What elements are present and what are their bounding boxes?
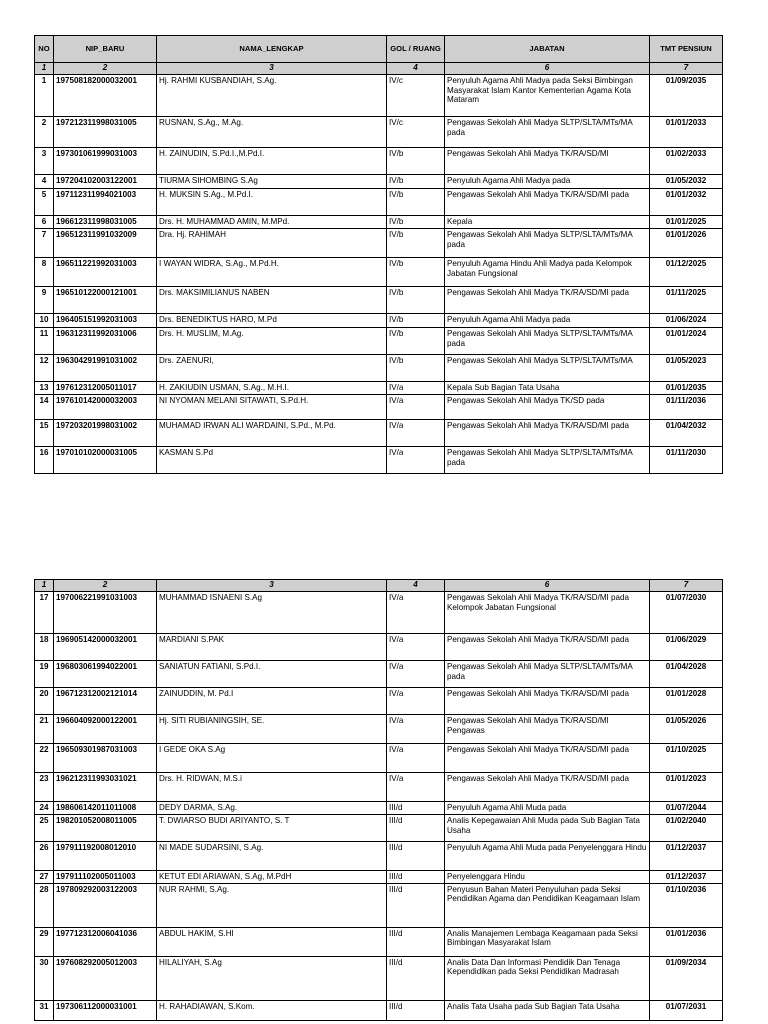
- cell-no: 23: [35, 773, 54, 802]
- table-row: [35, 382, 723, 395]
- colnum-4: 4: [387, 63, 445, 75]
- cell-tmt: 01/05/2026: [650, 715, 723, 744]
- colnum-6: 6: [445, 63, 650, 75]
- header-nama: NAMA_LENGKAP: [157, 36, 387, 63]
- table-header-row: [35, 36, 723, 63]
- cell-gol: III/d: [387, 842, 445, 871]
- cell-tmt: 01/01/2035: [650, 382, 723, 395]
- cell-tmt: 01/06/2029: [650, 634, 723, 661]
- cell-nip: 196212311993031021: [54, 773, 157, 802]
- colnum-2: 2: [54, 580, 157, 592]
- cell-jabatan: Penyelenggara Hindu: [445, 871, 650, 884]
- cell-nama: Drs. H. MUHAMMAD AMIN, M.MPd.: [157, 216, 387, 229]
- cell-nip: 197608292005012003: [54, 956, 157, 1000]
- table-row: [35, 258, 723, 287]
- cell-jabatan: Pengawas Sekolah Ahli Madya TK/RA/SD/MI Pengawas: [445, 715, 650, 744]
- cell-nama: Drs. H. MUSLIM, M.Ag.: [157, 328, 387, 355]
- column-number-row: [35, 63, 723, 75]
- table-row: [35, 815, 723, 842]
- cell-tmt: 01/07/2031: [650, 1000, 723, 1020]
- cell-jabatan: Pengawas Sekolah Ahli Madya TK/RA/SD/MI pada Kelompok Jabatan Fungsional: [445, 592, 650, 634]
- cell-jabatan: Kepala Sub Bagian Tata Usaha: [445, 382, 650, 395]
- colnum-7: 7: [650, 63, 723, 75]
- cell-nama: DEDY DARMA, S.Ag.: [157, 802, 387, 815]
- table-row: [35, 314, 723, 328]
- table-row: [35, 883, 723, 927]
- cell-no: 9: [35, 287, 54, 314]
- cell-gol: III/d: [387, 1000, 445, 1020]
- cell-no: 5: [35, 189, 54, 216]
- cell-nip: 197911192008012010: [54, 842, 157, 871]
- cell-tmt: 01/11/2036: [650, 395, 723, 420]
- cell-gol: IV/b: [387, 229, 445, 258]
- table-row: [35, 175, 723, 189]
- cell-no: 11: [35, 328, 54, 355]
- cell-nama: ZAINUDDIN, M. Pd.I: [157, 688, 387, 715]
- cell-nama: I GEDE OKA S.Ag: [157, 744, 387, 773]
- cell-tmt: 01/11/2030: [650, 447, 723, 474]
- table-row: [35, 395, 723, 420]
- cell-nama: NI NYOMAN MELANI SITAWATI, S.Pd.H.: [157, 395, 387, 420]
- cell-gol: IV/b: [387, 314, 445, 328]
- cell-gol: IV/a: [387, 634, 445, 661]
- cell-nip: 197006221991031003: [54, 592, 157, 634]
- cell-gol: III/d: [387, 927, 445, 956]
- cell-no: 15: [35, 420, 54, 447]
- cell-nip: 196512311991032009: [54, 229, 157, 258]
- cell-nama: Drs. H. RIDWAN, M.S.i: [157, 773, 387, 802]
- employee-table-1: [34, 35, 723, 474]
- cell-nama: TIURMA SIHOMBING S.Ag: [157, 175, 387, 189]
- cell-tmt: 01/05/2032: [650, 175, 723, 189]
- cell-nama: I WAYAN WIDRA, S.Ag., M.Pd.H.: [157, 258, 387, 287]
- cell-jabatan: Analis Manajemen Lembaga Keagamaan pada Seksi Bimbingan Masyarakat Islam: [445, 927, 650, 956]
- cell-no: 27: [35, 871, 54, 884]
- cell-tmt: 01/01/2024: [650, 328, 723, 355]
- cell-gol: IV/b: [387, 216, 445, 229]
- cell-gol: IV/a: [387, 661, 445, 688]
- cell-jabatan: Pengawas Sekolah Ahli Madya TK/RA/SD/MI: [445, 148, 650, 175]
- cell-no: 10: [35, 314, 54, 328]
- cell-no: 1: [35, 75, 54, 117]
- table-row: [35, 229, 723, 258]
- cell-jabatan: Pengawas Sekolah Ahli Madya SLTP/SLTA/MTs/MA: [445, 355, 650, 382]
- table-row: [35, 117, 723, 148]
- cell-nip: 196511221992031003: [54, 258, 157, 287]
- table-row: [35, 420, 723, 447]
- cell-tmt: 01/01/2025: [650, 216, 723, 229]
- table-row: [35, 688, 723, 715]
- cell-nip: 197203201998031002: [54, 420, 157, 447]
- header-gol: GOL / RUANG: [387, 36, 445, 63]
- cell-jabatan: Analis Tata Usaha pada Sub Bagian Tata Usaha: [445, 1000, 650, 1020]
- cell-gol: IV/a: [387, 744, 445, 773]
- colnum-3: 3: [157, 63, 387, 75]
- cell-gol: IV/a: [387, 395, 445, 420]
- cell-jabatan: Pengawas Sekolah Ahli Madya TK/RA/SD/MI pada: [445, 773, 650, 802]
- cell-jabatan: Penyuluh Agama Ahli Madya pada: [445, 175, 650, 189]
- cell-jabatan: Penyusun Bahan Materi Penyuluhan pada Seksi Pendidikan Agama dan Pendidikan Keagamaan Islam: [445, 883, 650, 927]
- cell-jabatan: Pengawas Sekolah Ahli Madya TK/RA/SD/MI pada: [445, 420, 650, 447]
- cell-no: 18: [35, 634, 54, 661]
- cell-nama: KASMAN S.Pd: [157, 447, 387, 474]
- table-row: [35, 592, 723, 634]
- colnum-4: 4: [387, 580, 445, 592]
- header-jabatan: JABATAN: [445, 36, 650, 63]
- header-nip: NIP_BARU: [54, 36, 157, 63]
- cell-nip: 196405151992031003: [54, 314, 157, 328]
- cell-nip: 196803061994022001: [54, 661, 157, 688]
- cell-gol: IV/a: [387, 592, 445, 634]
- table-row: [35, 744, 723, 773]
- table-row: [35, 75, 723, 117]
- table-row: [35, 802, 723, 815]
- colnum-2: 2: [54, 63, 157, 75]
- cell-tmt: 01/10/2036: [650, 883, 723, 927]
- cell-jabatan: Pengawas Sekolah Ahli Madya SLTP/SLTA/MTs/MA pada: [445, 117, 650, 148]
- cell-gol: III/d: [387, 815, 445, 842]
- cell-nama: Drs. MAKSIMILIANUS NABEN: [157, 287, 387, 314]
- cell-gol: IV/b: [387, 258, 445, 287]
- cell-no: 13: [35, 382, 54, 395]
- cell-jabatan: Analis Data Dan Informasi Pendidik Dan Tenaga Kependidikan pada Seksi Pendidikan Madrasah: [445, 956, 650, 1000]
- cell-tmt: 01/11/2025: [650, 287, 723, 314]
- colnum-1: 1: [35, 580, 54, 592]
- table-row: [35, 148, 723, 175]
- cell-nama: KETUT EDI ARIAWAN, S.Ag, M.PdH: [157, 871, 387, 884]
- cell-nama: T. DWIARSO BUDI ARIYANTO, S. T: [157, 815, 387, 842]
- table-2-body: [35, 592, 723, 1021]
- cell-nama: Drs. BENEDIKTUS HARO, M.Pd: [157, 314, 387, 328]
- cell-nama: RUSNAN, S.Ag., M.Ag.: [157, 117, 387, 148]
- cell-tmt: 01/01/2036: [650, 927, 723, 956]
- cell-gol: IV/c: [387, 75, 445, 117]
- cell-tmt: 01/09/2035: [650, 75, 723, 117]
- table-row: [35, 715, 723, 744]
- cell-nip: 197612312005011017: [54, 382, 157, 395]
- cell-tmt: 01/01/2026: [650, 229, 723, 258]
- cell-gol: IV/b: [387, 287, 445, 314]
- colnum-7: 7: [650, 580, 723, 592]
- cell-jabatan: Penyuluh Agama Ahli Madya pada: [445, 314, 650, 328]
- cell-jabatan: Penyuluh Agama Ahli Muda pada Penyelenggara Hindu: [445, 842, 650, 871]
- cell-nip: 198201052008011005: [54, 815, 157, 842]
- cell-jabatan: Pengawas Sekolah Ahli Madya SLTP/SLTA/MTs/MA pada: [445, 328, 650, 355]
- table-row: [35, 447, 723, 474]
- cell-nip: 196712312002121014: [54, 688, 157, 715]
- cell-tmt: 01/07/2044: [650, 802, 723, 815]
- cell-jabatan: Analis Kepegawaian Ahli Muda pada Sub Bagian Tata Usaha: [445, 815, 650, 842]
- cell-nama: Drs. ZAENURI,: [157, 355, 387, 382]
- table-row: [35, 871, 723, 884]
- cell-no: 8: [35, 258, 54, 287]
- cell-no: 21: [35, 715, 54, 744]
- cell-gol: III/d: [387, 871, 445, 884]
- cell-nip: 198606142011011008: [54, 802, 157, 815]
- table-row: [35, 634, 723, 661]
- cell-nama: MUHAMAD IRWAN ALI WARDAINI, S.Pd., M.Pd.: [157, 420, 387, 447]
- cell-nama: SANIATUN FATIANI, S.Pd.I.: [157, 661, 387, 688]
- cell-no: 20: [35, 688, 54, 715]
- cell-tmt: 01/06/2024: [650, 314, 723, 328]
- cell-nama: Hj. RAHMI KUSBANDIAH, S.Ag.: [157, 75, 387, 117]
- cell-jabatan: Penyuluh Agama Ahli Muda pada: [445, 802, 650, 815]
- cell-nip: 197306112000031001: [54, 1000, 157, 1020]
- cell-nip: 196312311992031006: [54, 328, 157, 355]
- table-row: [35, 355, 723, 382]
- cell-jabatan: Pengawas Sekolah Ahli Madya TK/RA/SD/MI pada: [445, 287, 650, 314]
- cell-gol: IV/c: [387, 117, 445, 148]
- column-number-row: [35, 580, 723, 592]
- cell-nama: H. RAHADIAWAN, S.Kom.: [157, 1000, 387, 1020]
- cell-nip: 197212311998031005: [54, 117, 157, 148]
- cell-tmt: 01/12/2037: [650, 871, 723, 884]
- cell-no: 22: [35, 744, 54, 773]
- cell-tmt: 01/12/2025: [650, 258, 723, 287]
- cell-nip: 196304291991031002: [54, 355, 157, 382]
- cell-nama: MARDIANI S.PAK: [157, 634, 387, 661]
- cell-jabatan: Pengawas Sekolah Ahli Madya SLTP/SLTA/MTs/MA pada: [445, 447, 650, 474]
- employee-table-2: [34, 579, 723, 1021]
- cell-gol: IV/a: [387, 382, 445, 395]
- cell-tmt: 01/12/2037: [650, 842, 723, 871]
- table-row: [35, 773, 723, 802]
- cell-no: 6: [35, 216, 54, 229]
- cell-no: 28: [35, 883, 54, 927]
- cell-tmt: 01/04/2028: [650, 661, 723, 688]
- cell-no: 26: [35, 842, 54, 871]
- cell-jabatan: Pengawas Sekolah Ahli Madya TK/SD pada: [445, 395, 650, 420]
- table-row: [35, 287, 723, 314]
- cell-gol: IV/a: [387, 773, 445, 802]
- header-tmt: TMT PENSIUN: [650, 36, 723, 63]
- cell-jabatan: Pengawas Sekolah Ahli Madya TK/RA/SD/MI pada: [445, 189, 650, 216]
- cell-jabatan: Penyuluh Agama Ahli Madya pada Seksi Bimbingan Masyarakat Islam Kantor Kementerian Agama Kota Mataram: [445, 75, 650, 117]
- cell-gol: III/d: [387, 883, 445, 927]
- cell-gol: IV/a: [387, 447, 445, 474]
- colnum-6: 6: [445, 580, 650, 592]
- cell-no: 4: [35, 175, 54, 189]
- table-row: [35, 956, 723, 1000]
- cell-gol: IV/b: [387, 148, 445, 175]
- table-row: [35, 1000, 723, 1020]
- cell-no: 14: [35, 395, 54, 420]
- cell-no: 19: [35, 661, 54, 688]
- cell-tmt: 01/10/2025: [650, 744, 723, 773]
- cell-nip: 196905142000032001: [54, 634, 157, 661]
- cell-tmt: 01/09/2034: [650, 956, 723, 1000]
- cell-gol: IV/b: [387, 328, 445, 355]
- cell-no: 24: [35, 802, 54, 815]
- cell-gol: IV/b: [387, 189, 445, 216]
- cell-nip: 197301061999031003: [54, 148, 157, 175]
- cell-gol: III/d: [387, 802, 445, 815]
- cell-nip: 197508182000032001: [54, 75, 157, 117]
- cell-no: 31: [35, 1000, 54, 1020]
- cell-jabatan: Pengawas Sekolah Ahli Madya TK/RA/SD/MI pada: [445, 688, 650, 715]
- cell-jabatan: Pengawas Sekolah Ahli Madya TK/RA/SD/MI pada: [445, 634, 650, 661]
- cell-gol: IV/a: [387, 688, 445, 715]
- table-row: [35, 927, 723, 956]
- cell-no: 12: [35, 355, 54, 382]
- cell-nip: 197809292003122003: [54, 883, 157, 927]
- cell-nama: ABDUL HAKIM, S.HI: [157, 927, 387, 956]
- cell-tmt: 01/05/2023: [650, 355, 723, 382]
- cell-no: 25: [35, 815, 54, 842]
- cell-jabatan: Penyuluh Agama Hindu Ahli Madya pada Kelompok Jabatan Fungsional: [445, 258, 650, 287]
- cell-nip: 197712312006041036: [54, 927, 157, 956]
- table-row: [35, 216, 723, 229]
- cell-nama: MUHAMMAD ISNAENI S.Ag: [157, 592, 387, 634]
- colnum-3: 3: [157, 580, 387, 592]
- cell-tmt: 01/01/2023: [650, 773, 723, 802]
- cell-nama: Hj. SITI RUBIANINGSIH, SE.: [157, 715, 387, 744]
- cell-tmt: 01/02/2040: [650, 815, 723, 842]
- cell-no: 30: [35, 956, 54, 1000]
- cell-nama: NI MADE SUDARSINI, S.Ag.: [157, 842, 387, 871]
- cell-nip: 196604092000122001: [54, 715, 157, 744]
- cell-gol: IV/b: [387, 355, 445, 382]
- cell-nama: H. ZAKIUDIN USMAN, S.Ag., M.H.I.: [157, 382, 387, 395]
- cell-nama: HILALIYAH, S.Ag: [157, 956, 387, 1000]
- cell-gol: IV/b: [387, 175, 445, 189]
- cell-no: 3: [35, 148, 54, 175]
- cell-no: 29: [35, 927, 54, 956]
- header-no: NO: [35, 36, 54, 63]
- cell-gol: IV/a: [387, 420, 445, 447]
- cell-gol: III/d: [387, 956, 445, 1000]
- cell-nama: H. MUKSIN S.Ag., M.Pd.I.: [157, 189, 387, 216]
- colnum-1: 1: [35, 63, 54, 75]
- cell-no: 2: [35, 117, 54, 148]
- cell-jabatan: Pengawas Sekolah Ahli Madya TK/RA/SD/MI pada: [445, 744, 650, 773]
- cell-tmt: 01/04/2032: [650, 420, 723, 447]
- cell-tmt: 01/02/2033: [650, 148, 723, 175]
- cell-tmt: 01/01/2033: [650, 117, 723, 148]
- cell-gol: IV/a: [387, 715, 445, 744]
- cell-nip: 196612311998031005: [54, 216, 157, 229]
- cell-nama: H. ZAINUDIN, S.Pd.I.,M.Pd.I.: [157, 148, 387, 175]
- cell-tmt: 01/01/2028: [650, 688, 723, 715]
- cell-no: 16: [35, 447, 54, 474]
- cell-jabatan: Pengawas Sekolah Ahli Madya SLTP/SLTA/MTs/MA pada: [445, 661, 650, 688]
- cell-tmt: 01/01/2032: [650, 189, 723, 216]
- table-row: [35, 842, 723, 871]
- cell-no: 7: [35, 229, 54, 258]
- table-row: [35, 661, 723, 688]
- cell-jabatan: Kepala: [445, 216, 650, 229]
- cell-nama: NUR RAHMI, S.Ag.: [157, 883, 387, 927]
- cell-nip: 196509301987031003: [54, 744, 157, 773]
- cell-nama: Dra. Hj. RAHIMAH: [157, 229, 387, 258]
- table-row: [35, 328, 723, 355]
- cell-jabatan: Pengawas Sekolah Ahli Madya SLTP/SLTA/MTs/MA pada: [445, 229, 650, 258]
- cell-tmt: 01/07/2030: [650, 592, 723, 634]
- cell-nip: 197112311994021003: [54, 189, 157, 216]
- cell-nip: 197010102000031005: [54, 447, 157, 474]
- table-1-body: [35, 75, 723, 474]
- table-row: [35, 189, 723, 216]
- cell-nip: 196510122000121001: [54, 287, 157, 314]
- cell-nip: 197204102003122001: [54, 175, 157, 189]
- cell-no: 17: [35, 592, 54, 634]
- cell-nip: 197610142000032003: [54, 395, 157, 420]
- cell-nip: 197911102005011003: [54, 871, 157, 884]
